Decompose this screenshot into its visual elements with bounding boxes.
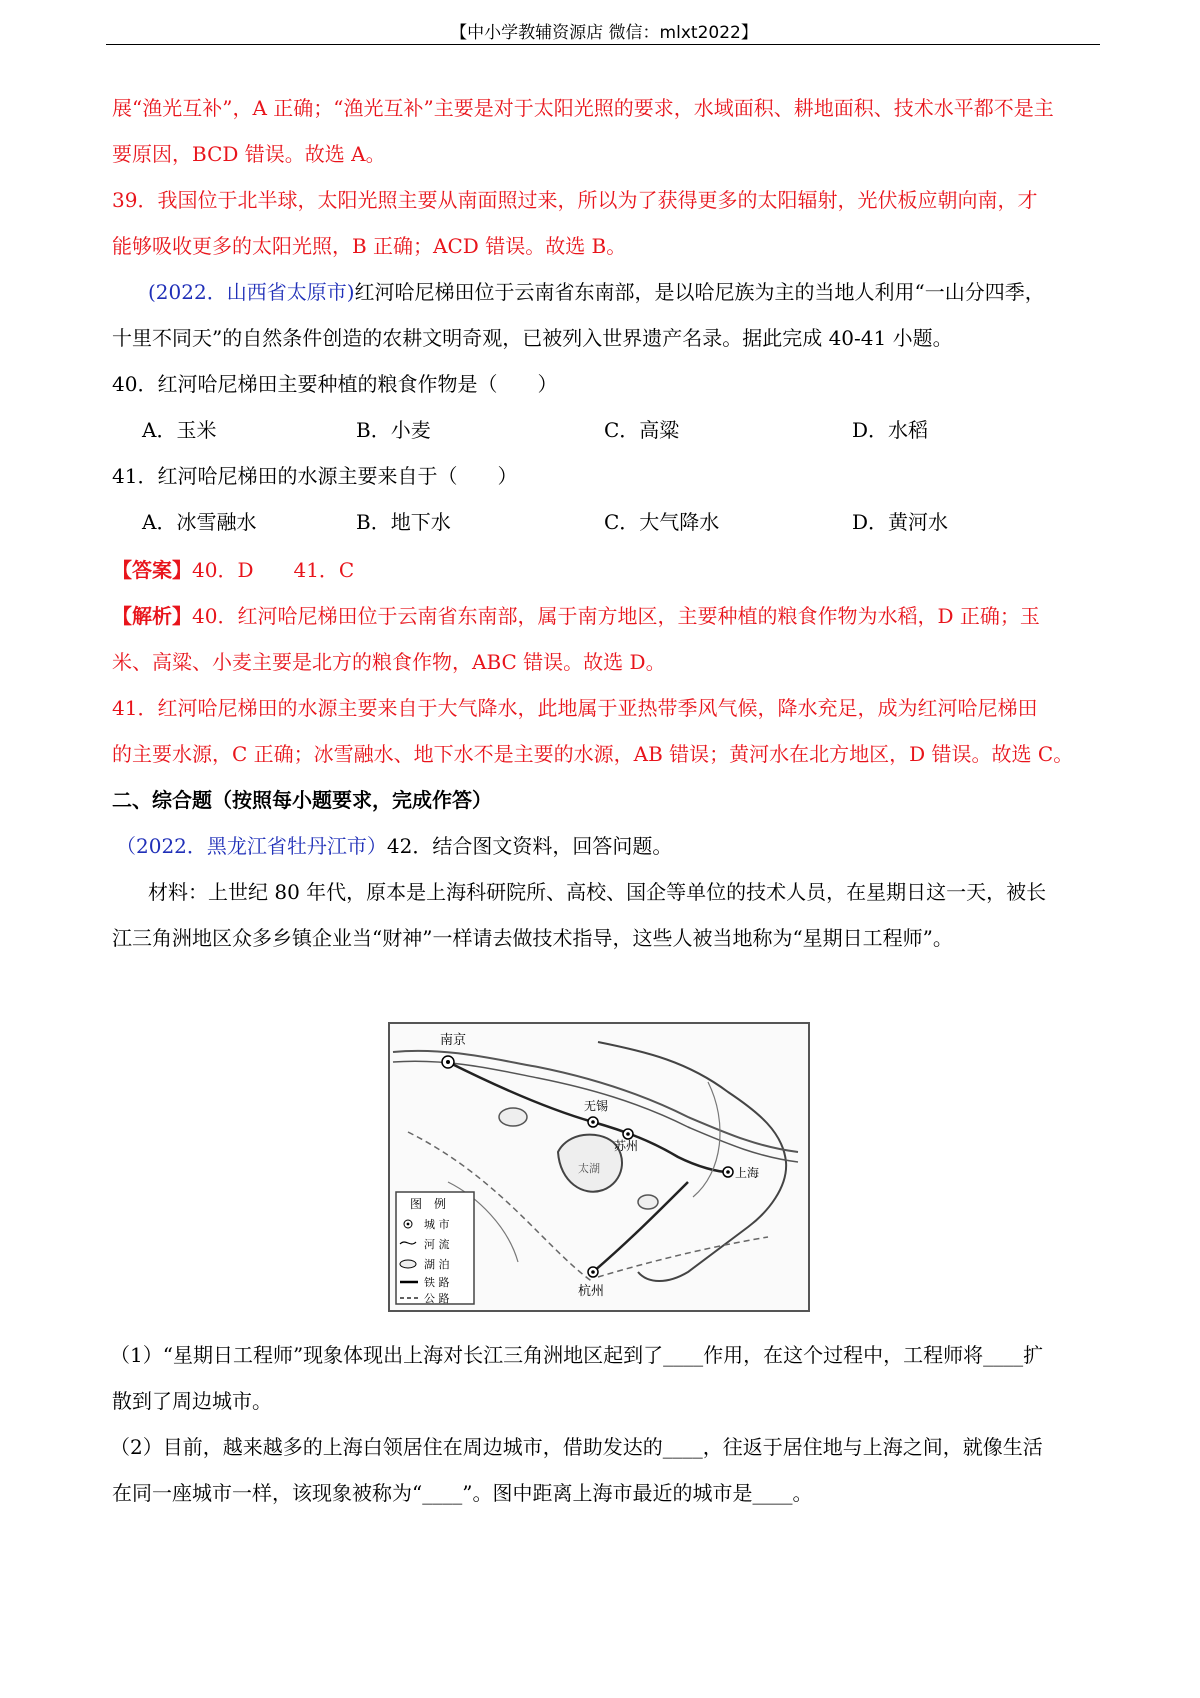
passage-text: 红河哈尼梯田位于云南省东南部，是以哈尼族为主的当地人利用“一山分四季， <box>354 280 1045 304</box>
legend-river: 河 流 <box>424 1238 450 1251</box>
q41-option-a: A．冰雪融水 <box>142 510 257 534</box>
question-42-text: 42．结合图文资料，回答问题。 <box>386 834 673 858</box>
q40-option-d: D．水稻 <box>852 418 929 442</box>
tai-lake-label: 太湖 <box>578 1162 600 1175</box>
legend-road: 公 路 <box>424 1292 450 1305</box>
header-rule <box>106 44 1100 45</box>
svg-text:杭州: 杭州 <box>578 1284 605 1299</box>
question-42 <box>116 833 672 859</box>
answer-tag: 【答案】 <box>112 558 192 582</box>
explanation-line-2: 米、高粱、小麦主要是北方的粮食作物，ABC 错误。故选 D。 <box>112 650 666 674</box>
answer-text: 40．D 41．C <box>192 558 355 582</box>
svg-text:无锡: 无锡 <box>584 1099 609 1113</box>
analysis-line-2: 要原因，BCD 错误。故选 A。 <box>112 142 386 166</box>
explanation-text: 40．红河哈尼梯田位于云南省东南部，属于南方地区，主要种植的粮食作物为水稻，D 正确；玉 <box>192 604 1040 628</box>
material-line-2: 江三角洲地区众多乡镇企业当“财神”一样请去做技术指导，这些人被当地称为“星期日工程师”。 <box>112 926 953 950</box>
q41-option-c: C．大气降水 <box>604 510 720 534</box>
page-header: 【中小学教辅资源店 微信：mlxt2022】 <box>450 23 758 43</box>
passage-40-41-line-2: 十里不同天”的自然条件创造的农耕文明奇观，已被列入世界遗产名录。据此完成 40-41 小题。 <box>112 326 953 350</box>
q40-option-b: B．小麦 <box>356 418 431 442</box>
passage-40-41-line-1 <box>148 279 1045 305</box>
source-tag: (2022．山西省太原市) <box>148 280 355 304</box>
svg-text:南京: 南京 <box>440 1033 467 1048</box>
analysis-39-line-2: 能够吸收更多的太阳光照，B 正确；ACD 错误。故选 B。 <box>112 234 627 258</box>
legend-lake: 湖 泊 <box>424 1258 450 1271</box>
section-2-heading: 二、综合题（按照每小题要求，完成作答） <box>112 788 492 812</box>
question-40: 40．红河哈尼梯田主要种植的粮食作物是（ ） <box>112 372 558 396</box>
explanation-tag: 【解析】 <box>112 604 192 628</box>
q41-option-d: D．黄河水 <box>852 510 949 534</box>
material-line-1: 材料：上世纪 80 年代，原本是上海科研院所、高校、国企等单位的技术人员，在星期日这一天，被长 <box>148 880 1047 904</box>
q40-option-a: A．玉米 <box>142 418 217 442</box>
legend-railway: 铁 路 <box>424 1276 450 1289</box>
yangtze-delta-map <box>388 1022 810 1312</box>
svg-text:苏州: 苏州 <box>614 1139 639 1153</box>
sub-question-2-line-2: 在同一座城市一样，该现象被称为“____”。图中距离上海市最近的城市是____。 <box>112 1481 813 1505</box>
sub-question-1-line-1: （1）“星期日工程师”现象体现出上海对长江三角洲地区起到了____作用，在这个过程中，工程师将____扩 <box>110 1343 1044 1367</box>
q41-option-b: B．地下水 <box>356 510 451 534</box>
source-tag-42: （2022．黑龙江省牡丹江市） <box>116 834 387 858</box>
legend-city: 城 市 <box>424 1218 450 1231</box>
legend-title: 图 例 <box>410 1197 447 1211</box>
explanation-line-1 <box>112 603 1040 629</box>
explanation-line-4: 的主要水源，C 正确；冰雪融水、地下水不是主要的水源，AB 错误；黄河水在北方地区，D 错误。故选 C。 <box>112 742 1074 766</box>
map-legend <box>396 1192 474 1305</box>
analysis-39-line-1: 39．我国位于北半球，太阳光照主要从南面照过来，所以为了获得更多的太阳辐射，光伏板应朝向南，才 <box>112 188 1038 212</box>
svg-text:上海: 上海 <box>735 1166 760 1180</box>
question-41: 41．红河哈尼梯田的水源主要来自于（ ） <box>112 464 518 488</box>
q40-option-c: C．高粱 <box>604 418 680 442</box>
analysis-line-1: 展“渔光互补”，A 正确；“渔光互补”主要是对于太阳光照的要求，水域面积、耕地面积、技术水平都不是主 <box>112 96 1054 120</box>
sub-question-2-line-1: （2）目前，越来越多的上海白领居住在周边城市，借助发达的____，往返于居住地与上海之间，就像生活 <box>110 1435 1043 1459</box>
explanation-line-3: 41．红河哈尼梯田的水源主要来自于大气降水，此地属于亚热带季风气候，降水充足，成为红河哈尼梯田 <box>112 696 1038 720</box>
sub-question-1-line-2: 散到了周边城市。 <box>112 1389 272 1413</box>
answer-line <box>112 557 354 583</box>
